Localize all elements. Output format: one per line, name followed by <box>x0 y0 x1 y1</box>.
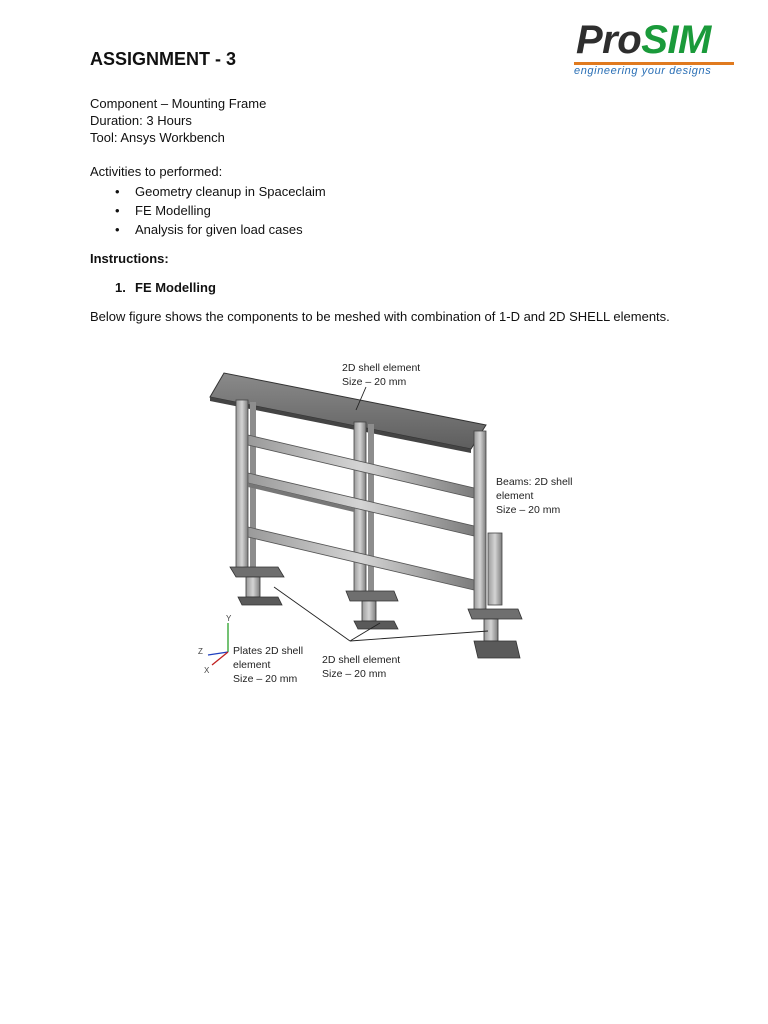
duration-line: Duration: 3 Hours <box>90 113 192 128</box>
bullet-icon: • <box>115 222 120 237</box>
activity-item <box>115 183 326 200</box>
axis-x-label: X <box>204 666 210 675</box>
activity-text: FE Modelling <box>135 203 211 218</box>
step-heading <box>115 279 216 296</box>
bullet-icon: • <box>115 203 120 218</box>
axis-y-label: Y <box>226 614 232 623</box>
logo-tagline: engineering your designs <box>574 65 712 77</box>
mounting-frame-drawing <box>186 355 586 690</box>
figure-description: Below figure shows the components to be meshed with combination of 1-D and 2D SHELL elements. <box>90 309 670 324</box>
logo-pro-text: Pro <box>576 18 642 62</box>
logo-wordmark <box>576 16 711 64</box>
step-title: FE Modelling <box>135 280 216 295</box>
page-title: ASSIGNMENT - 3 <box>90 49 237 69</box>
activities-heading: Activities to performed: <box>90 164 223 179</box>
bullet-icon: • <box>115 184 120 199</box>
top-plate-label: 2D shell element Size – 20 mm <box>342 362 421 388</box>
plates-label: Plates 2D shell element Size – 20 mm <box>233 645 304 685</box>
beams-label: Beams: 2D shell element Size – 20 mm <box>496 476 573 516</box>
activity-item <box>115 221 303 238</box>
tool-line: Tool: Ansys Workbench <box>90 130 225 145</box>
activity-text: Analysis for given load cases <box>135 222 303 237</box>
axis-z-label: Z <box>198 647 203 656</box>
activity-item <box>115 202 211 219</box>
step-number: 1. <box>115 280 126 295</box>
logo-sim-text: SIM <box>641 18 711 62</box>
mounting-frame-figure <box>186 355 586 690</box>
component-line: Component – Mounting Frame <box>90 96 267 111</box>
base-plates-label: 2D shell element Size – 20 mm <box>322 654 401 680</box>
instructions-heading: Instructions: <box>90 251 169 266</box>
axis-triad <box>198 614 232 675</box>
activity-text: Geometry cleanup in Spaceclaim <box>135 184 326 199</box>
prosim-logo <box>570 16 740 80</box>
